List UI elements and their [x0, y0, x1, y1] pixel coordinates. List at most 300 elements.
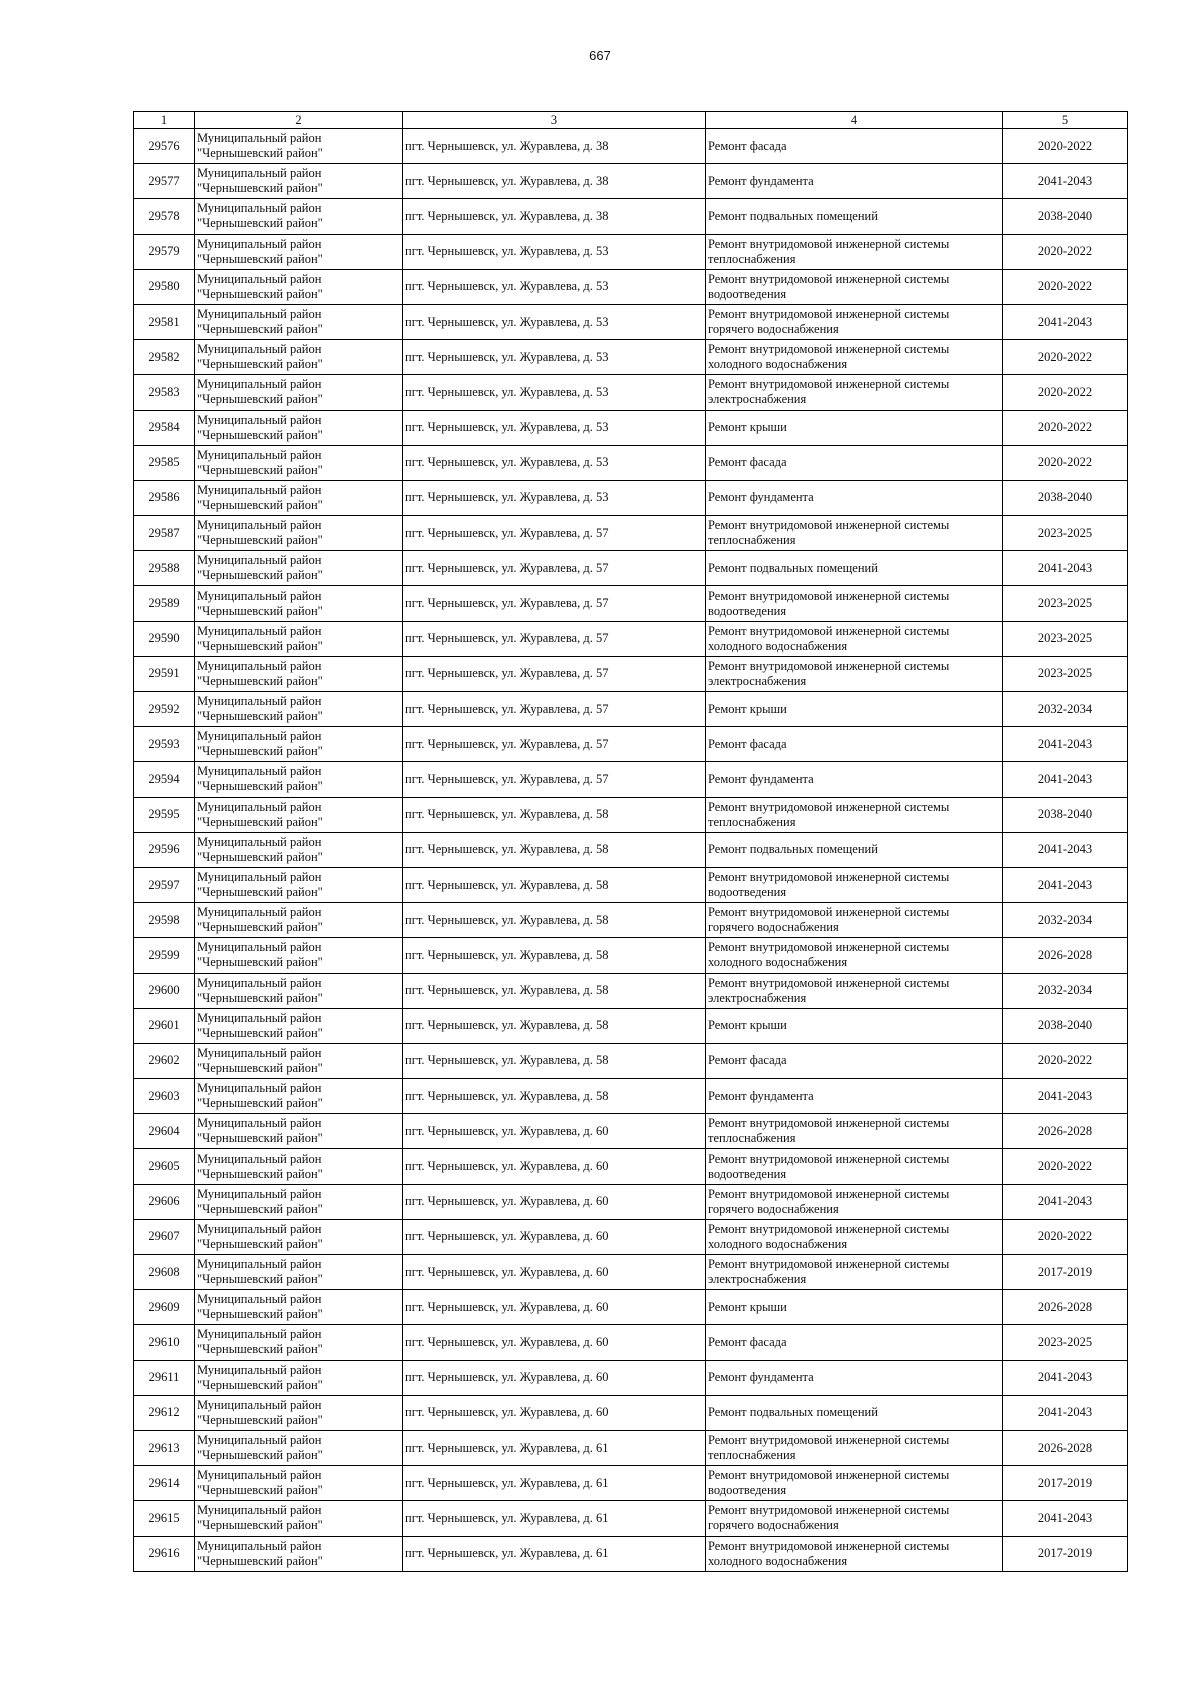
- work-type-line-2: теплоснабжения: [708, 814, 796, 829]
- table-row: [134, 1430, 1128, 1465]
- period-cell: 2023-2025: [1003, 1325, 1128, 1360]
- period-cell: 2026-2028: [1003, 1430, 1128, 1465]
- work-type-line-1: Ремонт крыши: [708, 1018, 787, 1033]
- work-type-line-1: Ремонт внутридомовой инженерной системы: [708, 1221, 950, 1236]
- row-number: 29578: [134, 199, 195, 234]
- work-type-line-2: электроснабжения: [708, 990, 807, 1005]
- address-cell: пгт. Чернышевск, ул. Журавлева, д. 61: [403, 1430, 706, 1465]
- municipality-cell: [195, 234, 403, 269]
- municipality-line-2: "Чернышевский район": [197, 673, 323, 688]
- municipality-cell: [195, 903, 403, 938]
- period-cell: 2041-2043: [1003, 1079, 1128, 1114]
- address-cell: пгт. Чернышевск, ул. Журавлева, д. 38: [403, 164, 706, 199]
- row-number: 29594: [134, 762, 195, 797]
- municipality-line-2: "Чернышевский район": [197, 146, 323, 161]
- work-type-line-1: Ремонт внутридомовой инженерной системы: [708, 799, 950, 814]
- work-type-line-2: холодного водоснабжения: [708, 955, 848, 970]
- period-cell: 2026-2028: [1003, 938, 1128, 973]
- municipality-line-2: "Чернышевский район": [197, 744, 323, 759]
- table-row: [134, 1360, 1128, 1395]
- work-type-cell: [706, 1079, 1003, 1114]
- work-type-line-1: Ремонт фасада: [708, 1053, 787, 1068]
- row-number: 29576: [134, 129, 195, 164]
- municipality-line-1: Муниципальный район: [197, 1503, 322, 1518]
- work-type-line-2: водоотведения: [708, 1483, 787, 1498]
- row-number: 29597: [134, 867, 195, 902]
- municipality-line-1: Муниципальный район: [197, 799, 322, 814]
- municipality-line-2: "Чернышевский район": [197, 709, 323, 724]
- work-type-line-1: Ремонт внутридомовой инженерной системы: [708, 271, 950, 286]
- municipality-cell: [195, 1395, 403, 1430]
- period-cell: 2041-2043: [1003, 1184, 1128, 1219]
- table-row: [134, 340, 1128, 375]
- municipality-cell: [195, 340, 403, 375]
- period-cell: 2020-2022: [1003, 375, 1128, 410]
- municipality-line-1: Муниципальный район: [197, 694, 322, 709]
- municipality-line-1: Муниципальный район: [197, 1257, 322, 1272]
- address-cell: пгт. Чернышевск, ул. Журавлева, д. 60: [403, 1360, 706, 1395]
- municipality-cell: [195, 727, 403, 762]
- work-type-cell: [706, 797, 1003, 832]
- period-cell: 2020-2022: [1003, 1219, 1128, 1254]
- address-cell: пгт. Чернышевск, ул. Журавлева, д. 53: [403, 304, 706, 339]
- work-type-line-1: Ремонт подвальных помещений: [708, 560, 878, 575]
- municipality-line-1: Муниципальный район: [197, 905, 322, 920]
- municipality-line-1: Муниципальный район: [197, 870, 322, 885]
- municipality-cell: [195, 199, 403, 234]
- municipality-cell: [195, 1149, 403, 1184]
- period-cell: 2038-2040: [1003, 797, 1128, 832]
- municipality-line-2: "Чернышевский район": [197, 1272, 323, 1287]
- address-cell: пгт. Чернышевск, ул. Журавлева, д. 57: [403, 516, 706, 551]
- address-cell: пгт. Чернышевск, ул. Журавлева, д. 57: [403, 692, 706, 727]
- row-number: 29602: [134, 1043, 195, 1078]
- address-cell: пгт. Чернышевск, ул. Журавлева, д. 53: [403, 340, 706, 375]
- row-number: 29589: [134, 586, 195, 621]
- work-type-cell: [706, 1043, 1003, 1078]
- municipality-line-2: "Чернышевский район": [197, 955, 323, 970]
- row-number: 29588: [134, 551, 195, 586]
- period-cell: 2041-2043: [1003, 551, 1128, 586]
- row-number: 29612: [134, 1395, 195, 1430]
- municipality-cell: [195, 1466, 403, 1501]
- period-cell: 2023-2025: [1003, 621, 1128, 656]
- municipality-cell: [195, 938, 403, 973]
- work-type-line-1: Ремонт внутридомовой инженерной системы: [708, 870, 950, 885]
- municipality-cell: [195, 480, 403, 515]
- row-number: 29599: [134, 938, 195, 973]
- work-type-cell: [706, 1395, 1003, 1430]
- column-header-5: 5: [1003, 112, 1128, 129]
- address-cell: пгт. Чернышевск, ул. Журавлева, д. 61: [403, 1536, 706, 1571]
- municipality-cell: [195, 1501, 403, 1536]
- work-type-line-1: Ремонт внутридомовой инженерной системы: [708, 1186, 950, 1201]
- table-row: [134, 586, 1128, 621]
- municipality-line-1: Муниципальный район: [197, 131, 322, 146]
- header-row: [134, 112, 1128, 129]
- municipality-line-2: "Чернышевский район": [197, 814, 323, 829]
- municipality-cell: [195, 1114, 403, 1149]
- work-type-line-2: холодного водоснабжения: [708, 638, 848, 653]
- municipality-line-2: "Чернышевский район": [197, 1025, 323, 1040]
- row-number: 29593: [134, 727, 195, 762]
- table-row: [134, 199, 1128, 234]
- address-cell: пгт. Чернышевск, ул. Журавлева, д. 60: [403, 1219, 706, 1254]
- period-cell: 2020-2022: [1003, 1149, 1128, 1184]
- municipality-cell: [195, 621, 403, 656]
- municipality-line-1: Муниципальный район: [197, 201, 322, 216]
- table-row: [134, 1466, 1128, 1501]
- address-cell: пгт. Чернышевск, ул. Журавлева, д. 60: [403, 1114, 706, 1149]
- work-type-line-1: Ремонт внутридомовой инженерной системы: [708, 940, 950, 955]
- work-type-line-1: Ремонт внутридомовой инженерной системы: [708, 307, 950, 322]
- table-row: [134, 129, 1128, 164]
- table-row: [134, 1536, 1128, 1571]
- municipality-cell: [195, 1325, 403, 1360]
- municipality-line-2: "Чернышевский район": [197, 1236, 323, 1251]
- table-row: [134, 410, 1128, 445]
- work-type-line-2: холодного водоснабжения: [708, 357, 848, 372]
- work-type-cell: [706, 234, 1003, 269]
- work-type-line-2: электроснабжения: [708, 1272, 807, 1287]
- work-type-cell: [706, 867, 1003, 902]
- address-cell: пгт. Чернышевск, ул. Журавлева, д. 58: [403, 1043, 706, 1078]
- address-cell: пгт. Чернышевск, ул. Журавлева, д. 57: [403, 551, 706, 586]
- municipality-line-1: Муниципальный район: [197, 1327, 322, 1342]
- period-cell: 2041-2043: [1003, 832, 1128, 867]
- work-type-line-1: Ремонт крыши: [708, 420, 787, 435]
- table-header: [134, 112, 1128, 129]
- municipality-cell: [195, 410, 403, 445]
- municipality-line-1: Муниципальный район: [197, 658, 322, 673]
- work-type-line-1: Ремонт фундамента: [708, 490, 814, 505]
- municipality-cell: [195, 445, 403, 480]
- work-type-cell: [706, 480, 1003, 515]
- municipality-line-1: Муниципальный район: [197, 271, 322, 286]
- row-number: 29609: [134, 1290, 195, 1325]
- period-cell: 2038-2040: [1003, 199, 1128, 234]
- table-row: [134, 656, 1128, 691]
- work-type-line-1: Ремонт внутридомовой инженерной системы: [708, 1538, 950, 1553]
- work-type-cell: [706, 762, 1003, 797]
- municipality-line-1: Муниципальный район: [197, 1081, 322, 1096]
- work-type-line-1: Ремонт внутридомовой инженерной системы: [708, 623, 950, 638]
- municipality-line-2: "Чернышевский район": [197, 779, 323, 794]
- work-type-cell: [706, 727, 1003, 762]
- period-cell: 2020-2022: [1003, 1043, 1128, 1078]
- municipality-line-2: "Чернышевский район": [197, 568, 323, 583]
- municipality-cell: [195, 656, 403, 691]
- municipality-line-1: Муниципальный район: [197, 940, 322, 955]
- municipality-line-1: Муниципальный район: [197, 1151, 322, 1166]
- table-row: [134, 1501, 1128, 1536]
- municipality-line-2: "Чернышевский район": [197, 286, 323, 301]
- municipality-line-2: "Чернышевский район": [197, 1201, 323, 1216]
- address-cell: пгт. Чернышевск, ул. Журавлева, д. 61: [403, 1501, 706, 1536]
- row-number: 29584: [134, 410, 195, 445]
- work-type-line-2: электроснабжения: [708, 673, 807, 688]
- period-cell: 2041-2043: [1003, 1395, 1128, 1430]
- row-number: 29582: [134, 340, 195, 375]
- municipality-line-2: "Чернышевский район": [197, 1377, 323, 1392]
- work-type-line-1: Ремонт внутридомовой инженерной системы: [708, 377, 950, 392]
- municipality-line-1: Муниципальный район: [197, 1433, 322, 1448]
- municipality-line-1: Муниципальный район: [197, 1221, 322, 1236]
- municipality-line-2: "Чернышевский район": [197, 920, 323, 935]
- work-type-cell: [706, 903, 1003, 938]
- row-number: 29607: [134, 1219, 195, 1254]
- work-type-cell: [706, 375, 1003, 410]
- municipality-line-1: Муниципальный район: [197, 553, 322, 568]
- municipality-cell: [195, 762, 403, 797]
- row-number: 29587: [134, 516, 195, 551]
- row-number: 29616: [134, 1536, 195, 1571]
- table-row: [134, 762, 1128, 797]
- work-type-line-1: Ремонт внутридомовой инженерной системы: [708, 1468, 950, 1483]
- municipality-line-2: "Чернышевский район": [197, 1518, 323, 1533]
- municipality-line-1: Муниципальный район: [197, 588, 322, 603]
- work-type-line-2: водоотведения: [708, 603, 787, 618]
- period-cell: 2026-2028: [1003, 1114, 1128, 1149]
- period-cell: 2017-2019: [1003, 1536, 1128, 1571]
- municipality-line-1: Муниципальный район: [197, 1468, 322, 1483]
- work-type-cell: [706, 1325, 1003, 1360]
- address-cell: пгт. Чернышевск, ул. Журавлева, д. 53: [403, 445, 706, 480]
- work-type-line-2: водоотведения: [708, 286, 787, 301]
- table-row: [134, 938, 1128, 973]
- table-row: [134, 1114, 1128, 1149]
- address-cell: пгт. Чернышевск, ул. Журавлева, д. 57: [403, 727, 706, 762]
- address-cell: пгт. Чернышевск, ул. Журавлева, д. 60: [403, 1395, 706, 1430]
- period-cell: 2038-2040: [1003, 1008, 1128, 1043]
- table-row: [134, 1043, 1128, 1078]
- work-type-cell: [706, 1255, 1003, 1290]
- column-header-1: 1: [134, 112, 195, 129]
- row-number: 29601: [134, 1008, 195, 1043]
- work-type-line-1: Ремонт внутридомовой инженерной системы: [708, 236, 950, 251]
- municipality-line-2: "Чернышевский район": [197, 181, 323, 196]
- row-number: 29590: [134, 621, 195, 656]
- column-header-3: 3: [403, 112, 706, 129]
- address-cell: пгт. Чернышевск, ул. Журавлева, д. 58: [403, 1008, 706, 1043]
- municipality-line-2: "Чернышевский район": [197, 1166, 323, 1181]
- municipality-cell: [195, 1219, 403, 1254]
- municipality-line-1: Муниципальный район: [197, 166, 322, 181]
- municipality-line-2: "Чернышевский район": [197, 427, 323, 442]
- row-number: 29579: [134, 234, 195, 269]
- municipality-line-1: Муниципальный район: [197, 236, 322, 251]
- period-cell: 2020-2022: [1003, 410, 1128, 445]
- address-cell: пгт. Чернышевск, ул. Журавлева, д. 53: [403, 375, 706, 410]
- address-cell: пгт. Чернышевск, ул. Журавлева, д. 53: [403, 269, 706, 304]
- period-cell: 2026-2028: [1003, 1290, 1128, 1325]
- work-type-line-1: Ремонт фундамента: [708, 1088, 814, 1103]
- address-cell: пгт. Чернышевск, ул. Журавлева, д. 60: [403, 1184, 706, 1219]
- work-type-cell: [706, 973, 1003, 1008]
- period-cell: 2020-2022: [1003, 340, 1128, 375]
- municipality-cell: [195, 1430, 403, 1465]
- registry-table: [133, 111, 1128, 1572]
- period-cell: 2041-2043: [1003, 304, 1128, 339]
- table-row: [134, 832, 1128, 867]
- column-header-4: 4: [706, 112, 1003, 129]
- row-number: 29604: [134, 1114, 195, 1149]
- work-type-cell: [706, 1536, 1003, 1571]
- period-cell: 2032-2034: [1003, 692, 1128, 727]
- municipality-line-1: Муниципальный район: [197, 482, 322, 497]
- address-cell: пгт. Чернышевск, ул. Журавлева, д. 57: [403, 621, 706, 656]
- work-type-line-1: Ремонт подвальных помещений: [708, 208, 878, 223]
- municipality-line-1: Муниципальный район: [197, 975, 322, 990]
- work-type-cell: [706, 410, 1003, 445]
- table-row: [134, 234, 1128, 269]
- work-type-line-2: теплоснабжения: [708, 533, 796, 548]
- period-cell: 2041-2043: [1003, 1360, 1128, 1395]
- work-type-line-2: электроснабжения: [708, 392, 807, 407]
- municipality-cell: [195, 1536, 403, 1571]
- row-number: 29615: [134, 1501, 195, 1536]
- municipality-line-2: "Чернышевский район": [197, 885, 323, 900]
- address-cell: пгт. Чернышевск, ул. Журавлева, д. 58: [403, 797, 706, 832]
- municipality-line-2: "Чернышевский район": [197, 216, 323, 231]
- municipality-line-2: "Чернышевский район": [197, 497, 323, 512]
- row-number: 29585: [134, 445, 195, 480]
- page-number: 667: [589, 48, 611, 63]
- table-row: [134, 1149, 1128, 1184]
- table-row: [134, 304, 1128, 339]
- municipality-line-1: Муниципальный район: [197, 1538, 322, 1553]
- period-cell: 2038-2040: [1003, 480, 1128, 515]
- municipality-line-1: Муниципальный район: [197, 834, 322, 849]
- row-number: 29605: [134, 1149, 195, 1184]
- municipality-line-1: Муниципальный район: [197, 307, 322, 322]
- municipality-line-1: Муниципальный район: [197, 412, 322, 427]
- work-type-cell: [706, 1290, 1003, 1325]
- municipality-line-1: Муниципальный район: [197, 1116, 322, 1131]
- table-row: [134, 1079, 1128, 1114]
- municipality-cell: [195, 832, 403, 867]
- work-type-line-1: Ремонт внутридомовой инженерной системы: [708, 905, 950, 920]
- period-cell: 2041-2043: [1003, 164, 1128, 199]
- table-row: [134, 1325, 1128, 1360]
- work-type-line-2: холодного водоснабжения: [708, 1553, 848, 1568]
- table-row: [134, 375, 1128, 410]
- period-cell: 2017-2019: [1003, 1255, 1128, 1290]
- municipality-line-1: Муниципальный район: [197, 377, 322, 392]
- municipality-line-1: Муниципальный район: [197, 764, 322, 779]
- work-type-line-1: Ремонт внутридомовой инженерной системы: [708, 975, 950, 990]
- work-type-cell: [706, 129, 1003, 164]
- address-cell: пгт. Чернышевск, ул. Журавлева, д. 57: [403, 762, 706, 797]
- municipality-cell: [195, 551, 403, 586]
- municipality-cell: [195, 1184, 403, 1219]
- municipality-line-2: "Чернышевский район": [197, 533, 323, 548]
- municipality-line-1: Муниципальный район: [197, 1045, 322, 1060]
- table-row: [134, 1184, 1128, 1219]
- work-type-line-1: Ремонт внутридомовой инженерной системы: [708, 1503, 950, 1518]
- period-cell: 2017-2019: [1003, 1466, 1128, 1501]
- row-number: 29600: [134, 973, 195, 1008]
- work-type-line-1: Ремонт внутридомовой инженерной системы: [708, 588, 950, 603]
- work-type-line-1: Ремонт подвальных помещений: [708, 1405, 878, 1420]
- municipality-line-2: "Чернышевский район": [197, 1131, 323, 1146]
- municipality-line-2: "Чернышевский район": [197, 1483, 323, 1498]
- table-row: [134, 903, 1128, 938]
- row-number: 29606: [134, 1184, 195, 1219]
- work-type-line-1: Ремонт внутридомовой инженерной системы: [708, 658, 950, 673]
- work-type-line-1: Ремонт фундамента: [708, 173, 814, 188]
- table-row: [134, 973, 1128, 1008]
- period-cell: 2041-2043: [1003, 1501, 1128, 1536]
- municipality-line-1: Муниципальный район: [197, 1186, 322, 1201]
- work-type-line-1: Ремонт фундамента: [708, 771, 814, 786]
- work-type-cell: [706, 340, 1003, 375]
- row-number: 29591: [134, 656, 195, 691]
- address-cell: пгт. Чернышевск, ул. Журавлева, д. 58: [403, 867, 706, 902]
- municipality-line-2: "Чернышевский район": [197, 638, 323, 653]
- row-number: 29581: [134, 304, 195, 339]
- work-type-line-2: горячего водоснабжения: [708, 920, 839, 935]
- address-cell: пгт. Чернышевск, ул. Журавлева, д. 60: [403, 1149, 706, 1184]
- municipality-cell: [195, 867, 403, 902]
- column-header-2: 2: [195, 112, 403, 129]
- work-type-line-1: Ремонт внутридомовой инженерной системы: [708, 1116, 950, 1131]
- municipality-cell: [195, 692, 403, 727]
- table-row: [134, 480, 1128, 515]
- address-cell: пгт. Чернышевск, ул. Журавлева, д. 58: [403, 832, 706, 867]
- address-cell: пгт. Чернышевск, ул. Журавлева, д. 57: [403, 656, 706, 691]
- work-type-cell: [706, 1114, 1003, 1149]
- period-cell: 2041-2043: [1003, 867, 1128, 902]
- table-row: [134, 516, 1128, 551]
- period-cell: 2032-2034: [1003, 973, 1128, 1008]
- row-number: 29598: [134, 903, 195, 938]
- table-row: [134, 269, 1128, 304]
- address-cell: пгт. Чернышевск, ул. Журавлева, д. 60: [403, 1290, 706, 1325]
- address-cell: пгт. Чернышевск, ул. Журавлева, д. 61: [403, 1466, 706, 1501]
- municipality-line-2: "Чернышевский район": [197, 1448, 323, 1463]
- work-type-line-1: Ремонт внутридомовой инженерной системы: [708, 1257, 950, 1272]
- municipality-line-1: Муниципальный район: [197, 1010, 322, 1025]
- address-cell: пгт. Чернышевск, ул. Журавлева, д. 58: [403, 903, 706, 938]
- work-type-line-1: Ремонт внутридомовой инженерной системы: [708, 518, 950, 533]
- address-cell: пгт. Чернышевск, ул. Журавлева, д. 53: [403, 234, 706, 269]
- period-cell: 2023-2025: [1003, 516, 1128, 551]
- work-type-cell: [706, 1184, 1003, 1219]
- address-cell: пгт. Чернышевск, ул. Журавлева, д. 60: [403, 1255, 706, 1290]
- work-type-cell: [706, 938, 1003, 973]
- work-type-cell: [706, 304, 1003, 339]
- municipality-cell: [195, 516, 403, 551]
- work-type-line-1: Ремонт фасада: [708, 138, 787, 153]
- table-row: [134, 1008, 1128, 1043]
- municipality-line-1: Муниципальный район: [197, 1397, 322, 1412]
- table-row: [134, 1395, 1128, 1430]
- municipality-cell: [195, 586, 403, 621]
- work-type-cell: [706, 199, 1003, 234]
- work-type-cell: [706, 586, 1003, 621]
- address-cell: пгт. Чернышевск, ул. Журавлева, д. 53: [403, 410, 706, 445]
- period-cell: 2023-2025: [1003, 656, 1128, 691]
- work-type-cell: [706, 1360, 1003, 1395]
- work-type-line-1: Ремонт крыши: [708, 1299, 787, 1314]
- period-cell: 2020-2022: [1003, 445, 1128, 480]
- municipality-line-1: Муниципальный район: [197, 729, 322, 744]
- work-type-line-1: Ремонт фасада: [708, 1334, 787, 1349]
- work-type-line-1: Ремонт внутридомовой инженерной системы: [708, 342, 950, 357]
- municipality-line-2: "Чернышевский район": [197, 1553, 323, 1568]
- table-body: [134, 129, 1128, 1572]
